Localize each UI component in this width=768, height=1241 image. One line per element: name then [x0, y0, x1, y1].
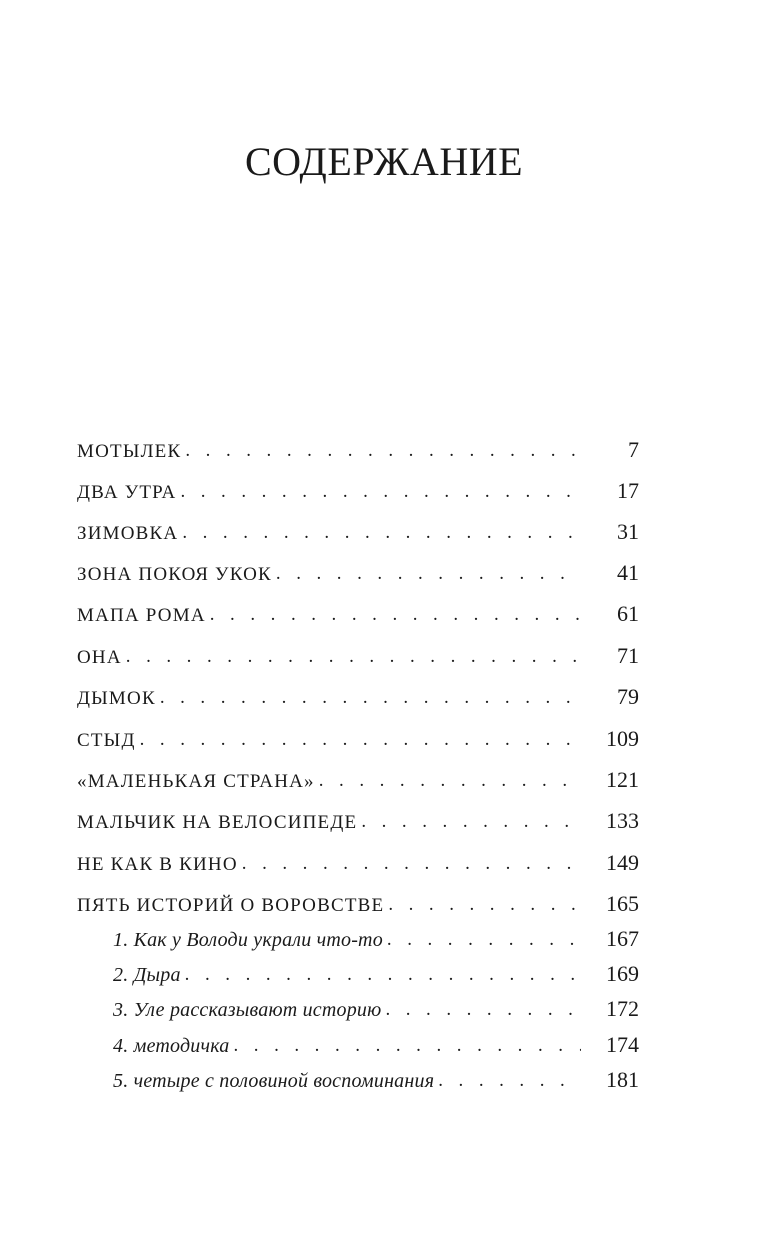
toc-entry — [77, 601, 639, 631]
toc-entry — [77, 726, 639, 756]
toc-entry — [77, 767, 639, 797]
toc-entry-title: МОТЫЛЕК — [77, 441, 182, 462]
toc-entry-title: МАЛЬЧИК НА ВЕЛОСИПЕДЕ — [77, 812, 358, 833]
toc-entry-title: НЕ КАК В КИНО — [77, 854, 238, 875]
dot-leader — [180, 481, 581, 503]
dot-leader — [210, 604, 581, 626]
toc-page-number: 61 — [617, 601, 639, 626]
toc-entry — [77, 850, 639, 880]
toc-page-number: 7 — [628, 437, 639, 462]
toc-entry-title: СТЫД — [77, 730, 136, 751]
dot-leader — [361, 811, 581, 833]
toc-entry — [77, 478, 639, 508]
toc-page-number: 169 — [606, 961, 639, 986]
toc-subentry — [113, 926, 639, 956]
toc-page-number: 41 — [617, 560, 639, 585]
dot-leader — [185, 964, 581, 986]
toc-page-number: 181 — [606, 1067, 639, 1092]
toc-entry-title: ОНА — [77, 647, 122, 668]
toc-page-number: 174 — [606, 1032, 639, 1057]
dot-leader — [438, 1070, 581, 1092]
toc-subentry-title: 5. четыре с половиной воспоминания — [113, 1070, 435, 1092]
toc-page-number: 172 — [606, 996, 639, 1021]
dot-leader — [185, 440, 581, 462]
toc-page-number: 133 — [606, 808, 639, 833]
toc-entry — [77, 560, 639, 590]
toc-page-number: 71 — [617, 643, 639, 668]
dot-leader — [140, 729, 581, 751]
dot-leader — [276, 563, 581, 585]
toc-page-number: 109 — [606, 726, 639, 751]
toc-entry — [77, 643, 639, 673]
toc-page-number: 79 — [617, 684, 639, 709]
dot-leader — [182, 522, 581, 544]
dot-leader — [387, 929, 581, 951]
toc-entry-title: ЗИМОВКА — [77, 523, 179, 544]
toc-subentry — [113, 996, 639, 1026]
toc-entry-title: ДЫМОК — [77, 688, 156, 709]
dot-leader — [319, 770, 581, 792]
toc-page-number: 149 — [606, 850, 639, 875]
dot-leader — [242, 853, 581, 875]
dot-leader — [126, 646, 581, 668]
toc-page-number: 167 — [606, 926, 639, 951]
toc-entry-title: МАПА РОМА — [77, 605, 206, 626]
toc-subentry-title: 4. методичка — [113, 1035, 230, 1057]
dot-leader — [388, 894, 581, 916]
toc-entry-title: ДВА УТРА — [77, 482, 177, 503]
toc-page-number: 17 — [617, 478, 639, 503]
toc-entry — [77, 684, 639, 714]
page-title: СОДЕРЖАНИЕ — [244, 139, 524, 184]
dot-leader — [385, 999, 581, 1021]
toc-entry-title: ЗОНА ПОКОЯ УКОК — [77, 564, 272, 585]
toc-entry — [77, 519, 639, 549]
toc-subentry — [113, 1032, 639, 1062]
toc-subentry-title: 3. Уле рассказывают историю — [113, 999, 382, 1021]
dot-leader — [233, 1035, 581, 1057]
toc-page-number: 121 — [606, 767, 639, 792]
toc-subentry — [113, 1067, 639, 1097]
toc-entry — [77, 808, 639, 838]
toc-subentry — [113, 961, 639, 991]
toc-subentry-title: 2. Дыра — [113, 964, 181, 986]
toc-page-number: 31 — [617, 519, 639, 544]
toc-entry-title: «МАЛЕНЬКАЯ СТРАНА» — [77, 771, 315, 792]
toc-entry — [77, 437, 639, 467]
toc-page-number: 165 — [606, 891, 639, 916]
dot-leader — [160, 687, 581, 709]
toc-subentry-title: 1. Как у Володи украли что-то — [113, 929, 383, 951]
toc-entry — [77, 891, 639, 921]
toc-entry-title: ПЯТЬ ИСТОРИЙ О ВОРОВСТВЕ — [77, 895, 385, 916]
